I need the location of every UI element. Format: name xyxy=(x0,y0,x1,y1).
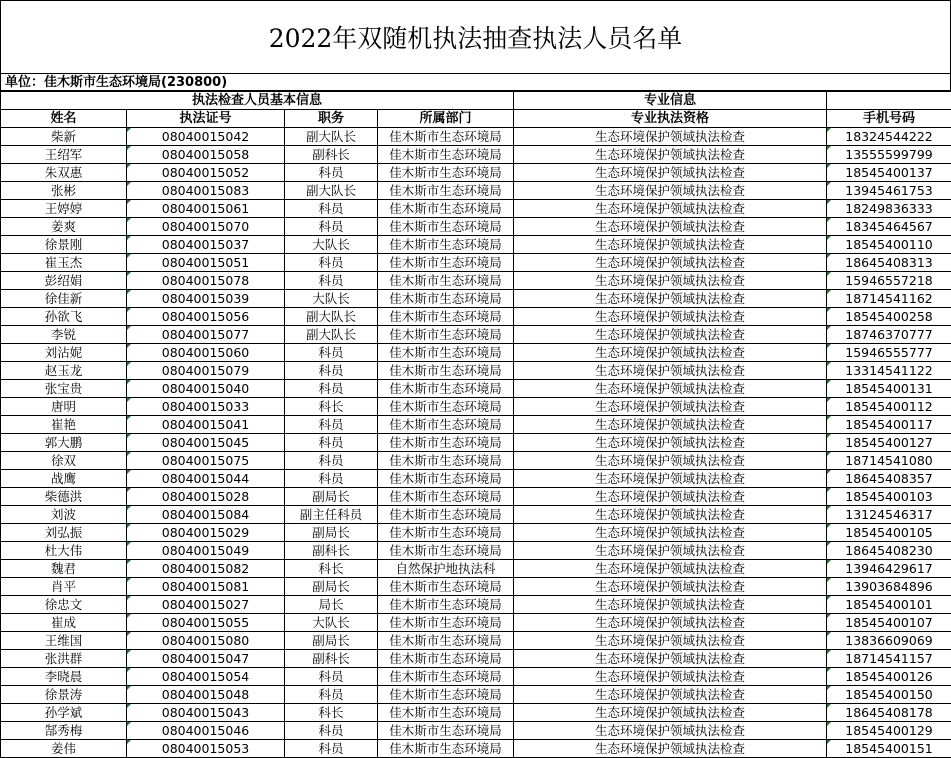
department-cell[interactable]: 佳木斯市生态环境局 xyxy=(378,722,514,740)
department-cell[interactable]: 佳木斯市生态环境局 xyxy=(378,344,514,362)
table-row xyxy=(1,326,951,344)
table-row xyxy=(1,560,951,578)
qualification-cell[interactable]: 生态环境保护领域执法检查 xyxy=(514,380,827,398)
phone-cell[interactable]: 18645408230 xyxy=(827,542,951,560)
phone-cell[interactable]: 18645408313 xyxy=(827,254,951,272)
phone-cell[interactable]: 18545400101 xyxy=(827,596,951,614)
position-cell[interactable]: 副大队长 xyxy=(285,308,378,326)
cert-number-cell[interactable]: 08040015070 xyxy=(127,218,285,236)
column-header-department[interactable]: 所属部门 xyxy=(378,110,514,128)
personnel-table xyxy=(0,91,951,758)
table-row xyxy=(1,218,951,236)
qualification-cell[interactable]: 生态环境保护领域执法检查 xyxy=(514,326,827,344)
name-cell[interactable]: 张洪群 xyxy=(1,650,127,668)
position-cell[interactable]: 科员 xyxy=(285,452,378,470)
phone-cell[interactable]: 13124546317 xyxy=(827,506,951,524)
table-row xyxy=(1,686,951,704)
qualification-cell[interactable]: 生态环境保护领域执法检查 xyxy=(514,290,827,308)
cert-number-cell[interactable]: 08040015081 xyxy=(127,578,285,596)
department-cell[interactable]: 佳木斯市生态环境局 xyxy=(378,614,514,632)
cert-number-cell[interactable]: 08040015049 xyxy=(127,542,285,560)
phone-cell[interactable]: 18545400150 xyxy=(827,686,951,704)
department-cell[interactable]: 佳木斯市生态环境局 xyxy=(378,290,514,308)
name-cell[interactable]: 徐双 xyxy=(1,452,127,470)
cert-number-cell[interactable]: 08040015055 xyxy=(127,614,285,632)
department-cell[interactable]: 佳木斯市生态环境局 xyxy=(378,182,514,200)
department-cell[interactable]: 佳木斯市生态环境局 xyxy=(378,146,514,164)
cert-number-cell[interactable]: 08040015039 xyxy=(127,290,285,308)
qualification-cell[interactable]: 生态环境保护领域执法检查 xyxy=(514,578,827,596)
cert-number-cell[interactable]: 08040015052 xyxy=(127,164,285,182)
qualification-cell[interactable]: 生态环境保护领域执法检查 xyxy=(514,218,827,236)
table-row xyxy=(1,344,951,362)
qualification-cell[interactable]: 生态环境保护领域执法检查 xyxy=(514,416,827,434)
cert-number-cell[interactable]: 08040015084 xyxy=(127,506,285,524)
table-row xyxy=(1,434,951,452)
phone-cell[interactable]: 18545400129 xyxy=(827,722,951,740)
department-cell[interactable]: 佳木斯市生态环境局 xyxy=(378,128,514,146)
position-cell[interactable]: 局长 xyxy=(285,596,378,614)
name-cell[interactable]: 柴德洪 xyxy=(1,488,127,506)
department-cell[interactable]: 佳木斯市生态环境局 xyxy=(378,398,514,416)
qualification-cell[interactable]: 生态环境保护领域执法检查 xyxy=(514,434,827,452)
cert-number-cell[interactable]: 08040015078 xyxy=(127,272,285,290)
position-cell[interactable]: 科员 xyxy=(285,470,378,488)
table-row xyxy=(1,182,951,200)
phone-cell[interactable]: 18645408178 xyxy=(827,704,951,722)
table-row xyxy=(1,650,951,668)
position-cell[interactable]: 科员 xyxy=(285,200,378,218)
name-cell[interactable]: 崔玉杰 xyxy=(1,254,127,272)
table-row xyxy=(1,380,951,398)
position-cell[interactable]: 大队长 xyxy=(285,614,378,632)
qualification-cell[interactable]: 生态环境保护领域执法检查 xyxy=(514,740,827,758)
phone-cell[interactable]: 18746370777 xyxy=(827,326,951,344)
name-cell[interactable]: 张彬 xyxy=(1,182,127,200)
department-cell[interactable]: 佳木斯市生态环境局 xyxy=(378,236,514,254)
cert-number-cell[interactable]: 08040015075 xyxy=(127,452,285,470)
qualification-cell[interactable]: 生态环境保护领域执法检查 xyxy=(514,596,827,614)
column-header-row xyxy=(1,110,951,128)
phone-cell[interactable]: 18545400151 xyxy=(827,740,951,758)
name-cell[interactable]: 刘沾妮 xyxy=(1,344,127,362)
table-row xyxy=(1,722,951,740)
department-cell[interactable]: 佳木斯市生态环境局 xyxy=(378,272,514,290)
department-cell[interactable]: 佳木斯市生态环境局 xyxy=(378,416,514,434)
qualification-cell[interactable]: 生态环境保护领域执法检查 xyxy=(514,128,827,146)
table-row xyxy=(1,254,951,272)
table-row xyxy=(1,506,951,524)
position-cell[interactable]: 副科长 xyxy=(285,146,378,164)
position-cell[interactable]: 科员 xyxy=(285,218,378,236)
table-row xyxy=(1,362,951,380)
name-cell[interactable]: 彭绍娟 xyxy=(1,272,127,290)
name-cell[interactable]: 李晓晨 xyxy=(1,668,127,686)
name-cell[interactable]: 崔艳 xyxy=(1,416,127,434)
qualification-cell[interactable]: 生态环境保护领域执法检查 xyxy=(514,506,827,524)
qualification-cell[interactable]: 生态环境保护领域执法检查 xyxy=(514,146,827,164)
name-cell[interactable]: 郜秀梅 xyxy=(1,722,127,740)
department-cell[interactable]: 佳木斯市生态环境局 xyxy=(378,686,514,704)
position-cell[interactable]: 副局长 xyxy=(285,578,378,596)
table-row xyxy=(1,704,951,722)
position-cell[interactable]: 科员 xyxy=(285,686,378,704)
phone-cell[interactable]: 18645408357 xyxy=(827,470,951,488)
department-cell[interactable]: 自然保护地执法科 xyxy=(378,560,514,578)
table-row xyxy=(1,740,951,758)
cert-number-cell[interactable]: 08040015082 xyxy=(127,560,285,578)
cert-number-cell[interactable]: 08040015042 xyxy=(127,128,285,146)
cert-number-cell[interactable]: 08040015029 xyxy=(127,524,285,542)
name-cell[interactable]: 徐景涛 xyxy=(1,686,127,704)
cert-number-cell[interactable]: 08040015060 xyxy=(127,344,285,362)
table-row xyxy=(1,632,951,650)
position-cell[interactable]: 科员 xyxy=(285,164,378,182)
position-cell[interactable]: 副局长 xyxy=(285,524,378,542)
table-row xyxy=(1,128,951,146)
cert-number-cell[interactable]: 08040015080 xyxy=(127,632,285,650)
table-row xyxy=(1,416,951,434)
phone-cell[interactable]: 13314541122 xyxy=(827,362,951,380)
department-cell[interactable]: 佳木斯市生态环境局 xyxy=(378,578,514,596)
table-row xyxy=(1,578,951,596)
position-cell[interactable]: 副局长 xyxy=(285,632,378,650)
position-cell[interactable]: 科员 xyxy=(285,416,378,434)
position-cell[interactable]: 副科长 xyxy=(285,542,378,560)
column-header-phone[interactable]: 手机号码 xyxy=(827,110,951,128)
qualification-cell[interactable]: 生态环境保护领域执法检查 xyxy=(514,362,827,380)
table-row xyxy=(1,596,951,614)
qualification-cell[interactable]: 生态环境保护领域执法检查 xyxy=(514,164,827,182)
column-header-position[interactable]: 职务 xyxy=(285,110,378,128)
qualification-cell[interactable]: 生态环境保护领域执法检查 xyxy=(514,686,827,704)
phone-cell[interactable]: 18345464567 xyxy=(827,218,951,236)
cert-number-cell[interactable]: 08040015054 xyxy=(127,668,285,686)
column-header-name[interactable]: 姓名 xyxy=(1,110,127,128)
position-cell[interactable]: 科长 xyxy=(285,398,378,416)
name-cell[interactable]: 朱双惠 xyxy=(1,164,127,182)
cert-number-cell[interactable]: 08040015043 xyxy=(127,704,285,722)
sheet-title[interactable]: 2022年双随机执法抽查执法人员名单 xyxy=(0,0,951,74)
qualification-cell[interactable]: 生态环境保护领域执法检查 xyxy=(514,524,827,542)
qualification-cell[interactable]: 生态环境保护领域执法检查 xyxy=(514,488,827,506)
qualification-cell[interactable]: 生态环境保护领域执法检查 xyxy=(514,668,827,686)
position-cell[interactable]: 副局长 xyxy=(285,488,378,506)
department-cell[interactable]: 佳木斯市生态环境局 xyxy=(378,596,514,614)
phone-cell[interactable]: 18714541162 xyxy=(827,290,951,308)
phone-cell[interactable]: 15946555777 xyxy=(827,344,951,362)
department-cell[interactable]: 佳木斯市生态环境局 xyxy=(378,380,514,398)
group-header-row xyxy=(1,92,951,110)
table-row xyxy=(1,542,951,560)
phone-cell[interactable]: 18545400117 xyxy=(827,416,951,434)
name-cell[interactable]: 王婷婷 xyxy=(1,200,127,218)
position-cell[interactable]: 副科长 xyxy=(285,650,378,668)
name-cell[interactable]: 郭大鹏 xyxy=(1,434,127,452)
table-row xyxy=(1,668,951,686)
name-cell[interactable]: 李锐 xyxy=(1,326,127,344)
phone-cell[interactable]: 18545400107 xyxy=(827,614,951,632)
table-row xyxy=(1,452,951,470)
cert-number-cell[interactable]: 08040015056 xyxy=(127,308,285,326)
qualification-cell[interactable]: 生态环境保护领域执法检查 xyxy=(514,704,827,722)
cert-number-cell[interactable]: 08040015058 xyxy=(127,146,285,164)
name-cell[interactable]: 孙学斌 xyxy=(1,704,127,722)
qualification-cell[interactable]: 生态环境保护领域执法检查 xyxy=(514,452,827,470)
qualification-cell[interactable]: 生态环境保护领域执法检查 xyxy=(514,308,827,326)
cert-number-cell[interactable]: 08040015028 xyxy=(127,488,285,506)
table-row xyxy=(1,470,951,488)
cert-number-cell[interactable]: 08040015053 xyxy=(127,740,285,758)
phone-cell[interactable]: 18714541080 xyxy=(827,452,951,470)
position-cell[interactable]: 副主任科员 xyxy=(285,506,378,524)
name-cell[interactable]: 杜大伟 xyxy=(1,542,127,560)
department-cell[interactable]: 佳木斯市生态环境局 xyxy=(378,452,514,470)
qualification-cell[interactable]: 生态环境保护领域执法检查 xyxy=(514,182,827,200)
name-cell[interactable]: 刘波 xyxy=(1,506,127,524)
position-cell[interactable]: 副大队长 xyxy=(285,128,378,146)
qualification-cell[interactable]: 生态环境保护领域执法检查 xyxy=(514,470,827,488)
cert-number-cell[interactable]: 08040015037 xyxy=(127,236,285,254)
qualification-cell[interactable]: 生态环境保护领域执法检查 xyxy=(514,632,827,650)
position-cell[interactable]: 科员 xyxy=(285,344,378,362)
qualification-cell[interactable]: 生态环境保护领域执法检查 xyxy=(514,398,827,416)
phone-cell[interactable]: 18324544222 xyxy=(827,128,951,146)
qualification-cell[interactable]: 生态环境保护领域执法检查 xyxy=(514,650,827,668)
qualification-cell[interactable]: 生态环境保护领域执法检查 xyxy=(514,722,827,740)
phone-cell[interactable]: 18545400105 xyxy=(827,524,951,542)
position-cell[interactable]: 大队长 xyxy=(285,290,378,308)
position-cell[interactable]: 科员 xyxy=(285,254,378,272)
phone-cell[interactable]: 18545400127 xyxy=(827,434,951,452)
phone-cell[interactable]: 13836609069 xyxy=(827,632,951,650)
column-header-qualification[interactable]: 专业执法资格 xyxy=(514,110,827,128)
phone-cell[interactable]: 18545400258 xyxy=(827,308,951,326)
cert-number-cell[interactable]: 08040015044 xyxy=(127,470,285,488)
cert-number-cell[interactable]: 08040015046 xyxy=(127,722,285,740)
name-cell[interactable]: 姜伟 xyxy=(1,740,127,758)
cert-number-cell[interactable]: 08040015051 xyxy=(127,254,285,272)
department-cell[interactable]: 佳木斯市生态环境局 xyxy=(378,632,514,650)
name-cell[interactable]: 张宝贵 xyxy=(1,380,127,398)
name-cell[interactable]: 王维国 xyxy=(1,632,127,650)
professional-info-header[interactable]: 专业信息 xyxy=(514,92,827,110)
department-cell[interactable]: 佳木斯市生态环境局 xyxy=(378,326,514,344)
cert-number-cell[interactable]: 08040015048 xyxy=(127,686,285,704)
cert-number-cell[interactable]: 08040015041 xyxy=(127,416,285,434)
phone-cell[interactable]: 18545400126 xyxy=(827,668,951,686)
qualification-cell[interactable]: 生态环境保护领域执法检查 xyxy=(514,560,827,578)
table-row xyxy=(1,614,951,632)
cert-number-cell[interactable]: 08040015077 xyxy=(127,326,285,344)
position-cell[interactable]: 科员 xyxy=(285,722,378,740)
cert-number-cell[interactable]: 08040015045 xyxy=(127,434,285,452)
phone-cell[interactable]: 18545400110 xyxy=(827,236,951,254)
department-cell[interactable]: 佳木斯市生态环境局 xyxy=(378,668,514,686)
name-cell[interactable]: 肖平 xyxy=(1,578,127,596)
qualification-cell[interactable]: 生态环境保护领域执法检查 xyxy=(514,254,827,272)
department-cell[interactable]: 佳木斯市生态环境局 xyxy=(378,506,514,524)
position-cell[interactable]: 副大队长 xyxy=(285,326,378,344)
basic-info-header[interactable]: 执法检查人员基本信息 xyxy=(1,92,514,110)
position-cell[interactable]: 科员 xyxy=(285,380,378,398)
qualification-cell[interactable]: 生态环境保护领域执法检查 xyxy=(514,542,827,560)
position-cell[interactable]: 科员 xyxy=(285,740,378,758)
phone-cell[interactable]: 18249836333 xyxy=(827,200,951,218)
position-cell[interactable]: 科员 xyxy=(285,434,378,452)
name-cell[interactable]: 姜爽 xyxy=(1,218,127,236)
name-cell[interactable]: 孙欲飞 xyxy=(1,308,127,326)
position-cell[interactable]: 大队长 xyxy=(285,236,378,254)
phone-cell[interactable]: 18545400131 xyxy=(827,380,951,398)
name-cell[interactable]: 徐佳新 xyxy=(1,290,127,308)
name-cell[interactable]: 徐忠文 xyxy=(1,596,127,614)
table-row xyxy=(1,200,951,218)
name-cell[interactable]: 唐明 xyxy=(1,398,127,416)
table-row xyxy=(1,290,951,308)
phone-cell[interactable]: 18714541157 xyxy=(827,650,951,668)
position-cell[interactable]: 科长 xyxy=(285,704,378,722)
name-cell[interactable]: 王绍军 xyxy=(1,146,127,164)
department-cell[interactable]: 佳木斯市生态环境局 xyxy=(378,308,514,326)
cert-number-cell[interactable]: 08040015033 xyxy=(127,398,285,416)
name-cell[interactable]: 战鹰 xyxy=(1,470,127,488)
column-header-cert[interactable]: 执法证号 xyxy=(127,110,285,128)
phone-cell[interactable]: 13555599799 xyxy=(827,146,951,164)
empty-header-cell[interactable] xyxy=(827,92,951,110)
department-cell[interactable]: 佳木斯市生态环境局 xyxy=(378,650,514,668)
cert-number-cell[interactable]: 08040015083 xyxy=(127,182,285,200)
department-cell[interactable]: 佳木斯市生态环境局 xyxy=(378,254,514,272)
department-cell[interactable]: 佳木斯市生态环境局 xyxy=(378,488,514,506)
department-cell[interactable]: 佳木斯市生态环境局 xyxy=(378,218,514,236)
position-cell[interactable]: 科长 xyxy=(285,560,378,578)
table-row xyxy=(1,236,951,254)
department-cell[interactable]: 佳木斯市生态环境局 xyxy=(378,434,514,452)
table-row xyxy=(1,398,951,416)
cert-number-cell[interactable]: 08040015027 xyxy=(127,596,285,614)
table-row xyxy=(1,308,951,326)
department-cell[interactable]: 佳木斯市生态环境局 xyxy=(378,164,514,182)
department-cell[interactable]: 佳木斯市生态环境局 xyxy=(378,200,514,218)
phone-cell[interactable]: 13945461753 xyxy=(827,182,951,200)
table-row xyxy=(1,272,951,290)
qualification-cell[interactable]: 生态环境保护领域执法检查 xyxy=(514,236,827,254)
name-cell[interactable]: 徐景刚 xyxy=(1,236,127,254)
name-cell[interactable]: 崔成 xyxy=(1,614,127,632)
table-row xyxy=(1,146,951,164)
phone-cell[interactable]: 15946557218 xyxy=(827,272,951,290)
cert-number-cell[interactable]: 08040015047 xyxy=(127,650,285,668)
name-cell[interactable]: 魏君 xyxy=(1,560,127,578)
table-row xyxy=(1,524,951,542)
phone-cell[interactable]: 18545400112 xyxy=(827,398,951,416)
department-cell[interactable]: 佳木斯市生态环境局 xyxy=(378,470,514,488)
cert-number-cell[interactable]: 08040015061 xyxy=(127,200,285,218)
qualification-cell[interactable]: 生态环境保护领域执法检查 xyxy=(514,614,827,632)
qualification-cell[interactable]: 生态环境保护领域执法检查 xyxy=(514,272,827,290)
phone-cell[interactable]: 18545400137 xyxy=(827,164,951,182)
name-cell[interactable]: 刘弘振 xyxy=(1,524,127,542)
table-row xyxy=(1,164,951,182)
department-cell[interactable]: 佳木斯市生态环境局 xyxy=(378,704,514,722)
name-cell[interactable]: 柴新 xyxy=(1,128,127,146)
table-row xyxy=(1,488,951,506)
department-cell[interactable]: 佳木斯市生态环境局 xyxy=(378,362,514,380)
phone-cell[interactable]: 18545400103 xyxy=(827,488,951,506)
position-cell[interactable]: 科员 xyxy=(285,362,378,380)
unit-label[interactable]: 单位：佳木斯市生态环境局(230800) xyxy=(0,74,951,91)
position-cell[interactable]: 科员 xyxy=(285,272,378,290)
department-cell[interactable]: 佳木斯市生态环境局 xyxy=(378,542,514,560)
department-cell[interactable]: 佳木斯市生态环境局 xyxy=(378,524,514,542)
phone-cell[interactable]: 13946429617 xyxy=(827,560,951,578)
cert-number-cell[interactable]: 08040015079 xyxy=(127,362,285,380)
cert-number-cell[interactable]: 08040015040 xyxy=(127,380,285,398)
position-cell[interactable]: 副大队长 xyxy=(285,182,378,200)
department-cell[interactable]: 佳木斯市生态环境局 xyxy=(378,740,514,758)
position-cell[interactable]: 科员 xyxy=(285,668,378,686)
qualification-cell[interactable]: 生态环境保护领域执法检查 xyxy=(514,344,827,362)
qualification-cell[interactable]: 生态环境保护领域执法检查 xyxy=(514,200,827,218)
phone-cell[interactable]: 13903684896 xyxy=(827,578,951,596)
name-cell[interactable]: 赵玉龙 xyxy=(1,362,127,380)
